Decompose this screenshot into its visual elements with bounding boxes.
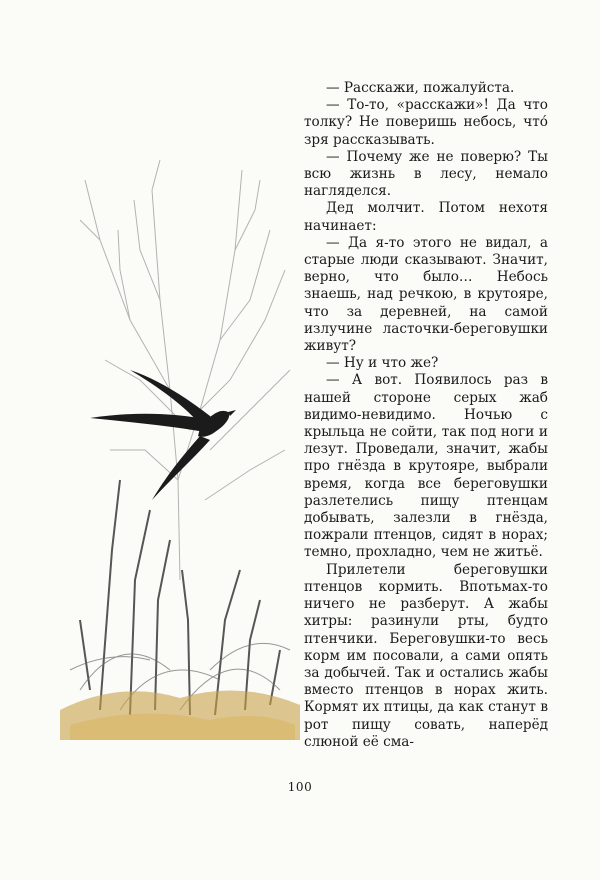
paragraph: — Да я-то этого не видал, а старые люди сказывают. Значит, верно, что было… Небось знаешь, над речкою, в крутояре, что за деревней, на самой излучине ласточки-береговушки живут? — [304, 234, 548, 355]
paragraph: Дед молчит. Потом нехотя начинает: — [304, 200, 548, 234]
paragraph: — Ну и что же? — [326, 355, 439, 372]
page-number: 100 — [287, 780, 313, 794]
story-text — [304, 80, 548, 751]
paragraph: Прилетели береговушки птенцов кормить. Впотьмах-то ничего не разберут. А жабы хитры: разинули рты, будто птенчики. Береговушки-то весь корм им посовали, а сами опять за добычей. Так и остались жабы вместо птенцов в норах жить. Кормят их птицы, да как станут в рот пищу совать, наперёд слюной её сма- — [304, 561, 548, 750]
paragraph: — А вот. Появилось раз в нашей стороне серых жаб видимо-невидимо. Ночью с крыльца не сойти, так под ноги и лезут. Проведали, значит, жабы про гнёзда в крутояре, выбрали время, когда все береговушки разлетелись пищу птенцам добывать, залезли в гнёзда, пожрали птенцов, сидят в норах; темно, прохладно, чем не житьё. — [304, 372, 548, 561]
paragraph: — То-то, «расскажи»! Да что толку? Не поверишь небось, что́ зря рассказывать. — [304, 97, 548, 148]
swallow-illustration — [60, 150, 300, 740]
paragraph: — Расскажи, пожалуйста. — [326, 80, 515, 96]
paragraph: — Почему же не поверю? Ты всю жизнь в лесу, немало нагляделся. — [304, 148, 548, 200]
